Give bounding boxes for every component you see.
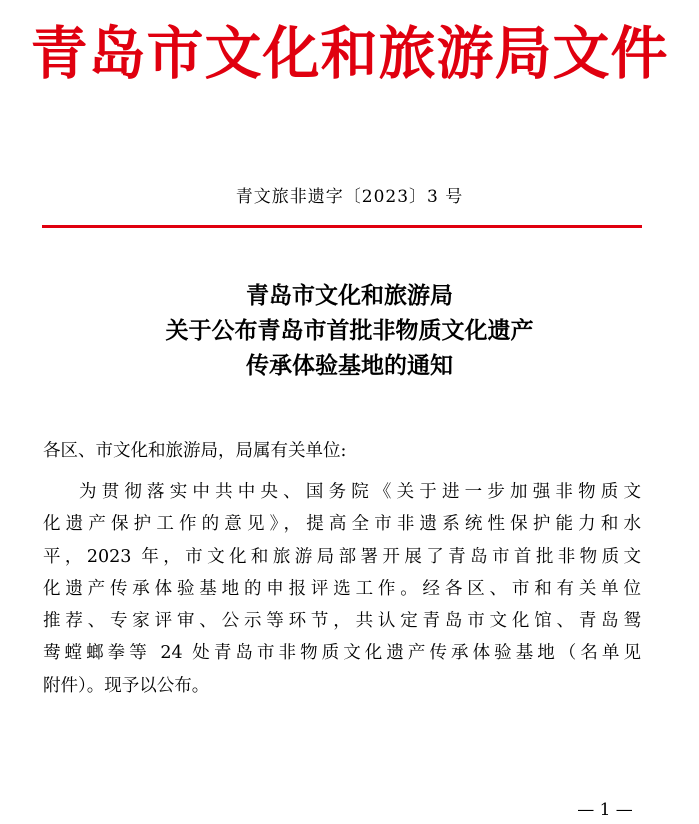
notice-title (0, 278, 699, 383)
red-divider-rule (42, 225, 642, 228)
body-line: 推荐、专家评审、公示等环节，共认定青岛市文化馆、青岛鸳 (43, 611, 641, 632)
document-number: 青文旅非遗字〔2023〕3 号 (235, 187, 464, 207)
body-line: 为贯彻落实中共中央、国务院《关于进一步加强非物质文 (79, 482, 641, 502)
body-line: 附件）。现予以公布。 (43, 675, 210, 696)
notice-title-line-1: 青岛市文化和旅游局 (246, 282, 453, 309)
body-line: 化遗产保护工作的意见》，提高全市非遗系统性保护能力和水 (43, 514, 641, 535)
notice-title-line-3: 传承体验基地的通知 (246, 352, 453, 379)
notice-title-line-2: 关于公布青岛市首批非物质文化遗产 (165, 317, 534, 344)
body-line: 平，2023 年，市文化和旅游局部署开展了青岛市首批非物质文 (43, 546, 641, 567)
body-line: 鸯螳螂拳等 24 处青岛市非物质文化遗产传承体验基地（名单见 (43, 643, 641, 664)
page-number: — 1 — (577, 800, 633, 820)
body-paragraph (43, 476, 641, 702)
document-header-title: 青岛市文化和旅游局文件 (30, 20, 669, 87)
salutation: 各区、市文化和旅游局，局属有关单位: (43, 441, 347, 461)
body-line: 化遗产传承体验基地的申报评选工作。经各区、市和有关单位 (43, 578, 641, 599)
